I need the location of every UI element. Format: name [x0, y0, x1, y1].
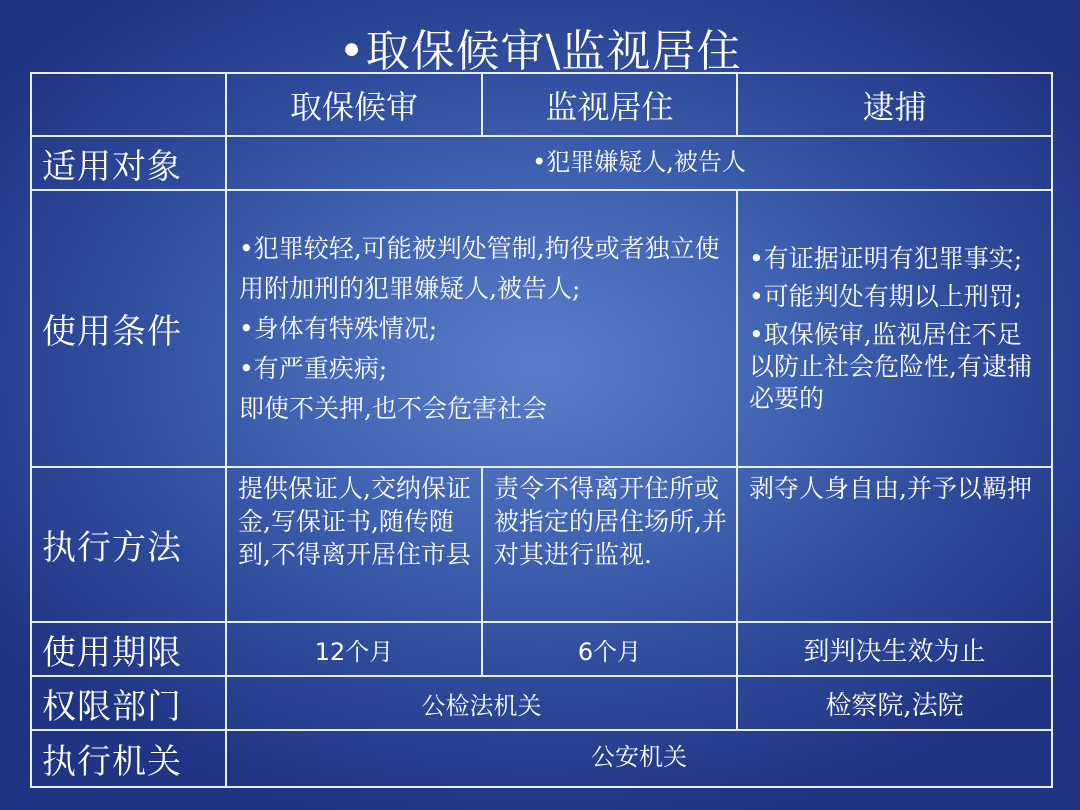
duration-arrest: 到判决生效为止	[737, 622, 1052, 676]
condition-item: •有证据证明有犯罪事实;	[749, 243, 1023, 273]
header-row	[31, 73, 1052, 136]
method-bail: 提供保证人,交纳保证金,写保证书,随传随到,不得离开居住市县	[226, 467, 482, 622]
col-header-surveillance: 监视居住	[482, 73, 737, 136]
conditions-bail-surveil	[226, 190, 737, 467]
slide-title: •取保候审\监视居住	[338, 26, 742, 77]
row-applicable	[31, 136, 1052, 190]
authority-bail-surveil: 公检法机关	[226, 676, 737, 730]
col-header-bail: 取保候审	[226, 73, 482, 136]
row-duration	[31, 622, 1052, 676]
row-conditions	[31, 190, 1052, 467]
applicable-value: •犯罪嫌疑人,被告人	[226, 136, 1052, 190]
header-empty-cell	[31, 73, 226, 136]
row-label-method: 执行方法	[31, 467, 226, 622]
method-arrest: 剥夺人身自由,并予以羁押	[737, 467, 1052, 622]
method-surveil: 责令不得离开住所或被指定的居住场所,并对其进行监视.	[482, 467, 737, 622]
condition-item: •可能判处有期以上刑罚;	[749, 281, 1023, 311]
row-label-conditions: 使用条件	[31, 190, 226, 467]
row-executor	[31, 730, 1052, 787]
conditions-arrest	[737, 190, 1052, 467]
authority-arrest: 检察院,法院	[737, 676, 1052, 730]
col-header-arrest: 逮捕	[737, 73, 1052, 136]
row-method	[31, 467, 1052, 622]
row-label-applicable: 适用对象	[31, 136, 226, 190]
row-label-executor: 执行机关	[31, 730, 226, 787]
condition-item: •取保候审,监视居住不足以防止社会危险性,有逮捕必要的	[749, 319, 1032, 413]
condition-item: 即使不关押,也不会危害社会	[239, 393, 547, 423]
condition-item: •身体有特殊情况;	[239, 313, 438, 343]
row-label-duration: 使用期限	[31, 622, 226, 676]
executor-value: 公安机关	[226, 730, 1052, 787]
row-authority	[31, 676, 1052, 730]
condition-item: •犯罪较轻,可能被判处管制,拘役或者独立使用附加刑的犯罪嫌疑人,被告人;	[239, 233, 720, 303]
comparison-table	[30, 72, 1053, 788]
duration-bail: 12个月	[226, 622, 482, 676]
condition-item: •有严重疾病;	[239, 353, 388, 383]
duration-surveil: 6个月	[482, 622, 737, 676]
row-label-authority: 权限部门	[31, 676, 226, 730]
